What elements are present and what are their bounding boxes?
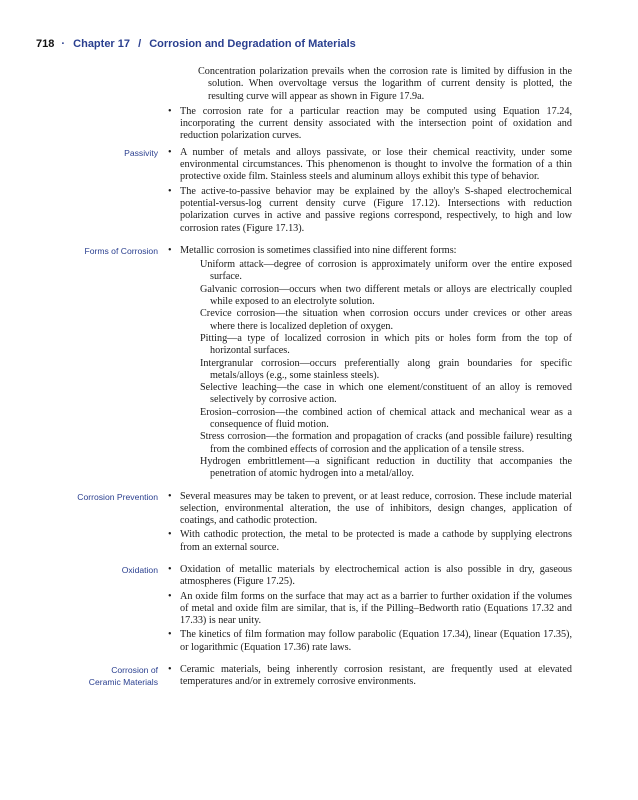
list-item: Intergranular corrosion—occurs preferentially along grain boundaries for specific metals/alloys (e.g., some stainless steels). xyxy=(200,357,572,381)
list-item: Erosion–corrosion—the combined action of chemical attack and mechanical wear as a consequence of fluid motion. xyxy=(200,406,572,431)
section-ceramic-corrosion xyxy=(0,664,638,689)
running-header xyxy=(36,38,356,50)
bullet-item: • With cathodic protection, the metal to be protected is made a cathode by supplying electrons from an external source. xyxy=(168,529,572,554)
margin-label-line: Corrosion of xyxy=(111,665,158,676)
chapter-title: Corrosion and Degradation of Materials xyxy=(149,38,356,50)
margin-label: Passivity xyxy=(124,147,158,158)
section-body xyxy=(168,564,572,654)
summary-content xyxy=(0,66,638,699)
section-passivity xyxy=(0,147,638,235)
bullet-item: • The active-to-passive behavior may be explained by the alloy's S-shaped electrochemical potential-versus-log current density curve (Figure 17.12). Intersections with reduction polarization curves in active and passive regions correspond, respectively, to high and low corrosion rates (Figure 17.13). xyxy=(168,186,572,235)
intro-paragraph: Concentration polarization prevails when the corrosion rate is limited by diffusion in the solution. When overvoltage versus the logarithm of current density is plotted, the resulting curve will appear as shown in Figure 17.9a. xyxy=(198,66,572,102)
bullet-item: • Metallic corrosion is sometimes classified into nine different forms: xyxy=(168,245,572,257)
bullet-item: • Oxidation of metallic materials by electrochemical action is also possible in dry, gaseous atmospheres (Figure 17.25). xyxy=(168,564,572,589)
list-item: Pitting—a type of localized corrosion in which pits or holes form from the top of horizontal surfaces. xyxy=(200,332,572,357)
section-body xyxy=(168,147,572,235)
bullet-item: • The kinetics of film formation may follow parabolic (Equation 17.34), linear (Equation 17.35), or logarithmic (Equation 17.36) rate laws. xyxy=(168,629,572,654)
forms-list xyxy=(180,259,572,480)
page-number: 718 xyxy=(36,38,55,50)
list-item: Stress corrosion—the formation and propagation of cracks (and possible failure) resulting from the combined effects of corrosion and the application of a tensile stress. xyxy=(200,431,572,455)
section-intro xyxy=(0,66,638,143)
list-item: Hydrogen embrittlement—a significant reduction in ductility that accompanies the penetration of atomic hydrogen into a metal/alloy. xyxy=(200,455,572,480)
section-oxidation xyxy=(0,564,638,654)
margin-label: Forms of Corrosion xyxy=(84,245,158,256)
section-body xyxy=(168,664,572,689)
header-dot: · xyxy=(61,38,66,50)
section-body xyxy=(168,491,572,554)
margin-label: Oxidation xyxy=(121,564,158,575)
bullet-item: • A number of metals and alloys passivate, or lose their chemical reactivity, under some environmental circumstances. This phenomenon is thought to involve the formation of a thin protective oxide film. Stainless steels and aluminum alloys exhibit this type of behavior. xyxy=(168,147,572,184)
chapter-label: Chapter 17 xyxy=(73,38,131,50)
list-item: Galvanic corrosion—occurs when two different metals or alloys are electrically coupled while exposed to an electrolyte solution. xyxy=(200,283,572,308)
margin-label xyxy=(20,664,158,689)
section-forms-of-corrosion xyxy=(0,245,638,481)
list-item: Uniform attack—degree of corrosion is approximately uniform over the entire exposed surface. xyxy=(200,259,572,283)
list-item: Selective leaching—the case in which one element/constituent of an alloy is removed selectively by corrosive action. xyxy=(200,382,572,406)
section-body xyxy=(168,66,572,143)
list-item: Crevice corrosion—the situation when corrosion occurs under crevices or other areas where there is localized depletion of oxygen. xyxy=(200,308,572,332)
bullet-item: • An oxide film forms on the surface that may act as a barrier to further oxidation if the volumes of metal and oxide film are similar, that is, if the Pilling–Bedworth ratio (Equations 17.32 and 17.33) is near unity. xyxy=(168,591,572,628)
section-body xyxy=(168,245,572,481)
section-corrosion-prevention xyxy=(0,491,638,554)
margin-label: Corrosion Prevention xyxy=(77,491,158,502)
header-slash: / xyxy=(138,38,142,50)
bullet-item: • The corrosion rate for a particular reaction may be computed using Equation 17.24, incorporating the current density associated with the intersection point of oxidation and reduction polarization curves. xyxy=(168,106,572,143)
margin-label-line: Ceramic Materials xyxy=(88,677,158,688)
bullet-item: • Ceramic materials, being inherently corrosion resistant, are frequently used at elevated temperatures and/or in extremely corrosive environments. xyxy=(168,664,572,689)
bullet-item: • Several measures may be taken to prevent, or at least reduce, corrosion. These include material selection, environmental alteration, the use of inhibitors, design changes, application of coatings, and cathodic protection. xyxy=(168,491,572,528)
